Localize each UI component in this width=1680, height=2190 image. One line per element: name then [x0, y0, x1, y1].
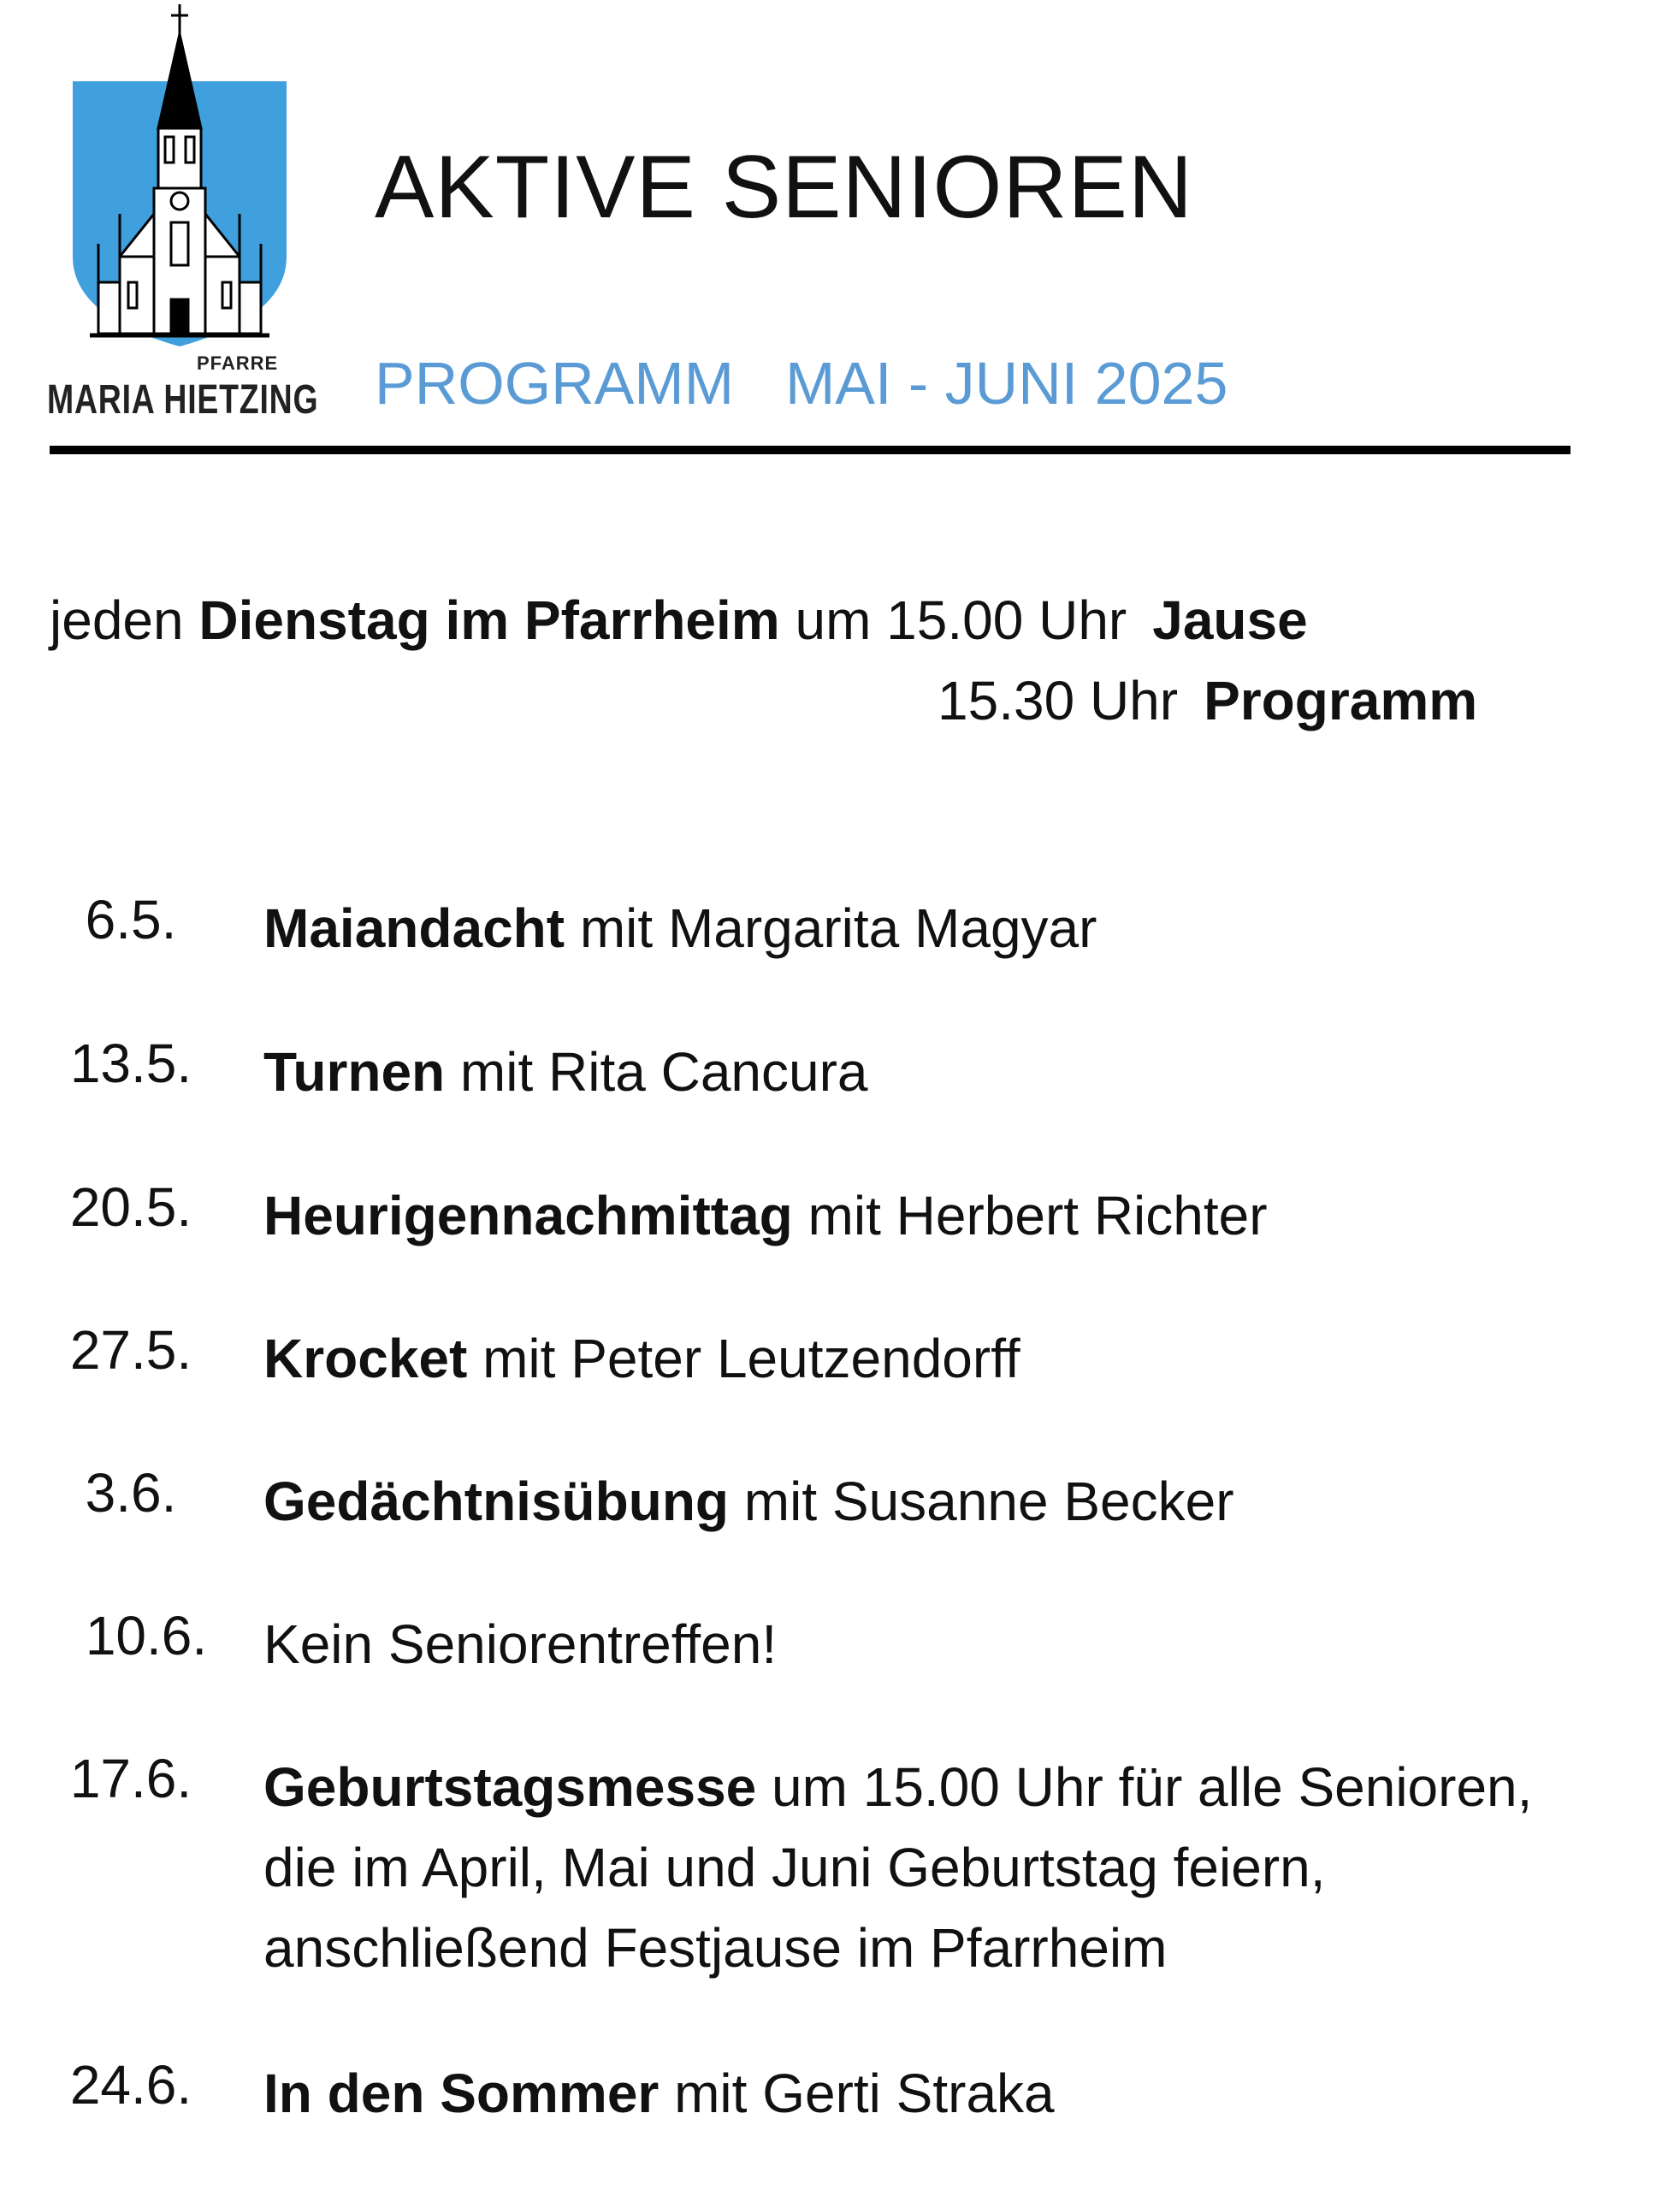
- schedule-line-2: [938, 669, 1477, 732]
- event-date: 27.5.: [69, 1319, 192, 1381]
- event-date: 20.5.: [69, 1176, 192, 1238]
- event-detail: mit Margarita Magyar: [565, 897, 1097, 959]
- event-title: In den Sommer: [263, 2063, 660, 2124]
- event-detail: um 15.00 Uhr für alle Senioren,: [756, 1756, 1533, 1818]
- page-title: AKTIVE SENIOREN: [375, 138, 1193, 237]
- schedule-time-1: um 15.00 Uhr: [779, 589, 1127, 651]
- event-description: [263, 1318, 1666, 1399]
- event-detail-line-3: anschließend Festjause im Pfarrheim: [263, 1917, 1168, 1979]
- event-date: 3.6.: [85, 1462, 177, 1524]
- event-detail: mit Rita Cancura: [445, 1041, 868, 1103]
- event-title: Gedächtnisübung: [263, 1471, 729, 1532]
- logo-small-text: PFARRE: [197, 352, 279, 374]
- header-divider: [50, 446, 1571, 454]
- schedule-label-1: Jause: [1152, 589, 1308, 651]
- event-date: 24.6.: [69, 2054, 192, 2116]
- event-description: [263, 888, 1666, 968]
- logo-parish-name: MARIA HIETZING: [47, 377, 319, 423]
- event-description: [263, 2053, 1666, 2134]
- schedule-label-2: Programm: [1204, 670, 1478, 731]
- event-description: [263, 1175, 1666, 1256]
- event-description: [263, 1032, 1666, 1112]
- event-description: [263, 1604, 1666, 1684]
- event-detail: mit Gerti Straka: [659, 2063, 1055, 2124]
- event-detail-line-2: die im April, Mai und Juni Geburtstag feiern,: [263, 1837, 1326, 1898]
- event-date: 10.6.: [85, 1605, 208, 1666]
- event-date: 6.5.: [85, 889, 177, 950]
- event-detail: mit Susanne Becker: [729, 1471, 1234, 1532]
- event-detail: mit Herbert Richter: [792, 1185, 1268, 1246]
- subtitle-period: MAI - JUNI 2025: [785, 350, 1228, 417]
- event-detail: mit Peter Leutzendorff: [467, 1328, 1020, 1389]
- event-title: Geburtstagsmesse: [263, 1756, 757, 1818]
- schedule-prefix: jeden: [50, 589, 199, 651]
- event-title: Maiandacht: [263, 897, 565, 959]
- event-title: Heurigennachmittag: [263, 1185, 793, 1246]
- event-description: [263, 1747, 1666, 1988]
- schedule-line-1: [50, 589, 1308, 652]
- parish-logo: [47, 0, 321, 428]
- event-date: 13.5.: [69, 1033, 192, 1094]
- program-subtitle: [375, 349, 1227, 417]
- church-icon: [47, 0, 321, 359]
- schedule-time-2: 15.30 Uhr: [938, 670, 1179, 731]
- event-date: 17.6.: [69, 1748, 192, 1809]
- event-detail: Kein Seniorentreffen!: [263, 1613, 778, 1675]
- event-title: Krocket: [263, 1328, 468, 1389]
- event-description: [263, 1461, 1666, 1542]
- event-title: Turnen: [263, 1041, 446, 1103]
- schedule-place: Dienstag im Pfarrheim: [198, 589, 780, 651]
- subtitle-program: PROGRAMM: [375, 350, 734, 417]
